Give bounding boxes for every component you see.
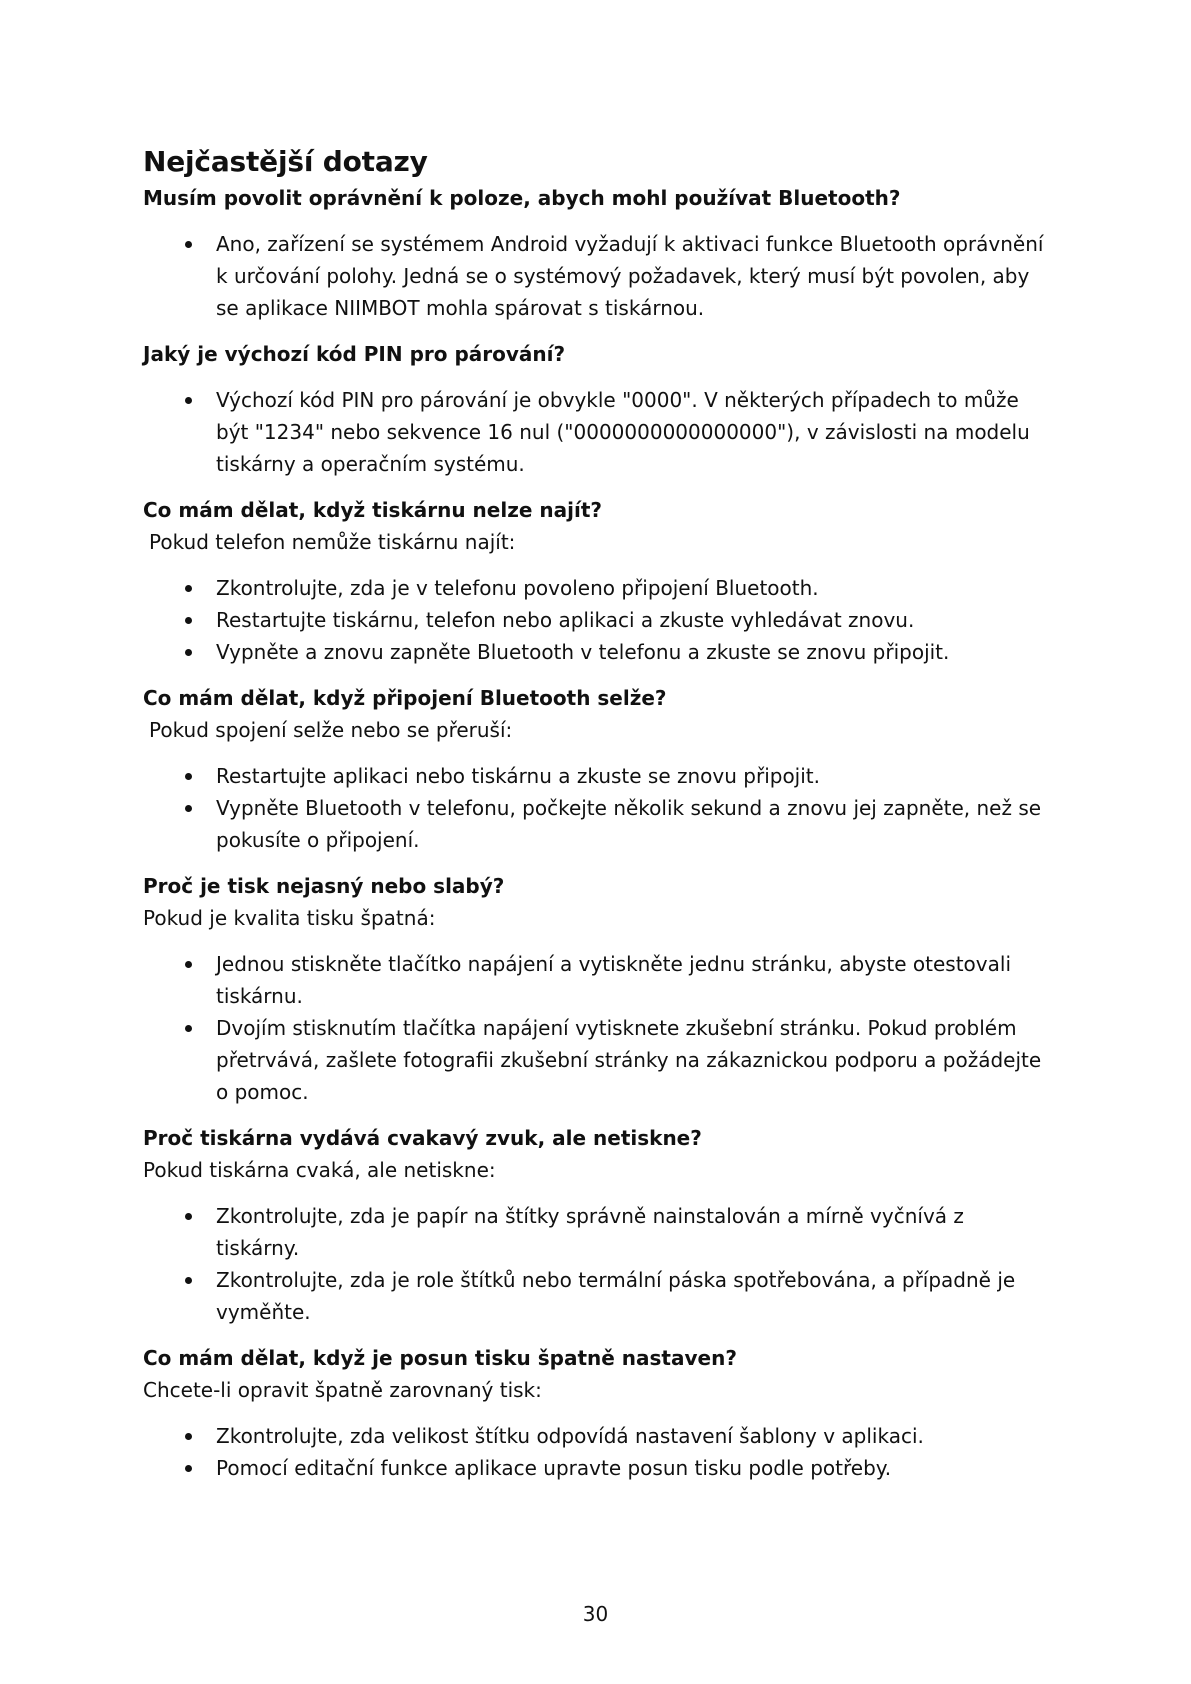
bullet-icon (185, 649, 192, 656)
faq-item (143, 682, 1053, 856)
faq-answer: Zkontrolujte, zda je v telefonu povoleno připojení Bluetooth. (143, 572, 1053, 604)
faq-answer: Zkontrolujte, zda je papír na štítky správně nainstalován a mírně vyčnívá z tiskárny. (143, 1200, 1053, 1264)
faq-answer: Zkontrolujte, zda velikost štítku odpovídá nastavení šablony v aplikaci. (143, 1420, 1053, 1452)
faq-item (143, 1342, 1053, 1484)
faq-answer-list (143, 384, 1053, 480)
faq-answer-list (143, 760, 1053, 856)
page-number: 30 (582, 1602, 609, 1626)
faq-question: Musím povolit oprávnění k poloze, abych mohl používat Bluetooth? (143, 186, 901, 210)
faq-item (143, 494, 1053, 668)
faq-answer: Dvojím stisknutím tlačítka napájení vytisknete zkušební stránku. Pokud problém přetrvává, zašlete fotografii zkušební stránky na zákaznickou podporu a požádejte o pomoc. (143, 1012, 1053, 1108)
faq-answer: Zkontrolujte, zda je role štítků nebo termální páska spotřebována, a případně je vyměňte. (143, 1264, 1053, 1328)
faq-intro: Chcete-li opravit špatně zarovnaný tisk: (143, 1378, 542, 1402)
bullet-icon (185, 773, 192, 780)
faq-answer: Výchozí kód PIN pro párování je obvykle "0000". V některých případech to může být "1234" nebo sekvence 16 nul ("0000000000000000"), v závislosti na modelu tiskárny a operačním systému. (143, 384, 1053, 480)
bullet-icon (185, 241, 192, 248)
bullet-icon (185, 805, 192, 812)
faq-item (143, 870, 1053, 1108)
faq-question: Proč tiskárna vydává cvakavý zvuk, ale netiskne? (143, 1126, 702, 1150)
bullet-icon (185, 1025, 192, 1032)
faq-question: Co mám dělat, když tiskárnu nelze najít? (143, 498, 602, 522)
bullet-icon (185, 1213, 192, 1220)
faq-answer-list (143, 1420, 1053, 1484)
faq-question: Co mám dělat, když je posun tisku špatně nastaven? (143, 1346, 737, 1370)
faq-question: Jaký je výchozí kód PIN pro párování? (143, 342, 566, 366)
bullet-icon (185, 397, 192, 404)
faq-item (143, 1122, 1053, 1328)
faq-answer: Jednou stiskněte tlačítko napájení a vytiskněte jednu stránku, abyste otestovali tiskárnu. (143, 948, 1053, 1012)
faq-answer-list (143, 228, 1053, 324)
faq-answer: Ano, zařízení se systémem Android vyžadují k aktivaci funkce Bluetooth oprávnění k určování polohy. Jedná se o systémový požadavek, který musí být povolen, aby se aplikace NIIMBOT mohla spárovat s tiskárnou. (143, 228, 1053, 324)
bullet-icon (185, 1465, 192, 1472)
faq-answer-list (143, 948, 1053, 1108)
faq-answer-list (143, 572, 1053, 668)
faq-answer: Restartujte tiskárnu, telefon nebo aplikaci a zkuste vyhledávat znovu. (143, 604, 1053, 636)
faq-answer-list (143, 1200, 1053, 1328)
faq-answer: Pomocí editační funkce aplikace upravte posun tisku podle potřeby. (143, 1452, 1053, 1484)
faq-intro: Pokud telefon nemůže tiskárnu najít: (149, 530, 516, 554)
faq-answer: Vypněte Bluetooth v telefonu, počkejte několik sekund a znovu jej zapněte, než se pokusíte o připojení. (143, 792, 1053, 856)
faq-answer: Restartujte aplikaci nebo tiskárnu a zkuste se znovu připojit. (143, 760, 1053, 792)
faq-question: Proč je tisk nejasný nebo slabý? (143, 874, 505, 898)
bullet-icon (185, 1433, 192, 1440)
faq-question: Co mám dělat, když připojení Bluetooth selže? (143, 686, 667, 710)
faq-answer: Vypněte a znovu zapněte Bluetooth v telefonu a zkuste se znovu připojit. (143, 636, 1053, 668)
faq-item (143, 338, 1053, 480)
document-page (143, 142, 1053, 1498)
bullet-icon (185, 1277, 192, 1284)
faq-intro: Pokud je kvalita tisku špatná: (143, 906, 436, 930)
faq-item (143, 182, 1053, 324)
faq-intro: Pokud tiskárna cvaká, ale netiskne: (143, 1158, 496, 1182)
bullet-icon (185, 961, 192, 968)
bullet-icon (185, 585, 192, 592)
faq-intro: Pokud spojení selže nebo se přeruší: (149, 718, 513, 742)
bullet-icon (185, 617, 192, 624)
page-title: Nejčastější dotazy (143, 145, 428, 178)
